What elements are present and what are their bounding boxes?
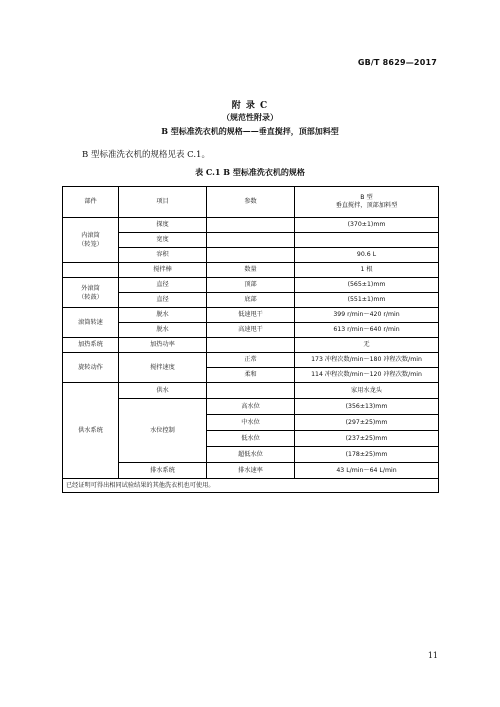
- table-header-row: [63, 187, 439, 218]
- table-row: [63, 463, 439, 479]
- cell-drum-speed: 滚筒转速: [63, 308, 119, 338]
- header-value-line1: B 型: [360, 194, 373, 201]
- cell-drain-rate: 排水速率: [207, 463, 295, 479]
- cell-empty: [207, 338, 295, 353]
- cell-empty: [207, 383, 295, 399]
- cell-bottom: 底部: [207, 293, 295, 308]
- table-caption: 表 C.1 B 型标准洗衣机的规格: [195, 167, 305, 177]
- cell-high-level-value: (356±13)mm: [295, 399, 439, 415]
- cell-agitator: 搅拌棒: [119, 263, 207, 278]
- cell-water-supply: 供水: [119, 383, 207, 399]
- table-row: [63, 353, 439, 368]
- cell-empty: [295, 233, 439, 248]
- table-row: [63, 308, 439, 323]
- appendix-nature: （规范性附录）: [222, 112, 278, 122]
- cell-drain-value: 43 L/min～64 L/min: [295, 463, 439, 479]
- cell-volume: 容积: [119, 248, 207, 263]
- table-row: [63, 338, 439, 353]
- cell-width: 宽度: [119, 233, 207, 248]
- header-param: 参数: [207, 187, 295, 218]
- table-row: [63, 383, 439, 399]
- cell-inner-drum: 内滚筒 （转笼）: [63, 218, 119, 263]
- table-row: [63, 233, 439, 248]
- table-row: [63, 218, 439, 233]
- cell-diameter: 直径: [119, 278, 207, 293]
- cell-depth: 探度: [119, 218, 207, 233]
- cell-high-spin-value: 613 r/min～640 r/min: [295, 323, 439, 338]
- cell-empty: [207, 233, 295, 248]
- cell-empty: [207, 248, 295, 263]
- table-row: [63, 278, 439, 293]
- cell-volume-value: 90.6 L: [295, 248, 439, 263]
- cell-spin: 脱水: [119, 323, 207, 338]
- table-row: [63, 323, 439, 338]
- header-item: 项目: [119, 187, 207, 218]
- table-row: [63, 293, 439, 308]
- table-row: [63, 248, 439, 263]
- cell-heating-system: 加热系统: [63, 338, 119, 353]
- cell-low-level-value: (237±25)mm: [295, 431, 439, 447]
- cell-outer-drum: 外滚筒 （转鼓）: [63, 278, 119, 308]
- header-part: 部件: [63, 187, 119, 218]
- cell-agitation-speed: 搅拌速度: [119, 353, 207, 383]
- cell-level-control: 水位控制: [119, 399, 207, 463]
- cell-heating-power: 加热功率: [119, 338, 207, 353]
- cell-rotation: 旋转动作: [63, 353, 119, 383]
- table-row: [63, 263, 439, 278]
- cell-diameter: 直径: [119, 293, 207, 308]
- cell-mid-level: 中水位: [207, 415, 295, 431]
- cell-empty: [207, 218, 295, 233]
- cell-top-value: (565±1)mm: [295, 278, 439, 293]
- header-value: [295, 187, 439, 218]
- cell-quantity: 数量: [207, 263, 295, 278]
- cell-heating-value: 无: [295, 338, 439, 353]
- cell-normal-value: 173 冲程次数/min～180 冲程次数/min: [295, 353, 439, 368]
- table-row: [63, 399, 439, 415]
- cell-water-supply-value: 家用水龙头: [295, 383, 439, 399]
- intro-text: B 型标准洗衣机的规格见表 C.1。: [82, 150, 210, 160]
- cell-top: 顶部: [207, 278, 295, 293]
- cell-bottom-value: (551±1)mm: [295, 293, 439, 308]
- spec-table: [62, 186, 439, 493]
- header-value-line2: 垂直搅拌，顶部加料型: [335, 202, 398, 209]
- cell-water-system: 供水系统: [63, 383, 119, 479]
- cell-drain-system: 排水系统: [119, 463, 207, 479]
- cell-low-spin-value: 399 r/min～420 r/min: [295, 308, 439, 323]
- cell-depth-value: (370±1)mm: [295, 218, 439, 233]
- cell-agitator-value: 1 根: [295, 263, 439, 278]
- cell-gentle-value: 114 冲程次数/min～120 冲程次数/min: [295, 368, 439, 383]
- cell-gentle: 柔和: [207, 368, 295, 383]
- cell-low-spin: 低速甩干: [207, 308, 295, 323]
- cell-xlow-level: 超低水位: [207, 447, 295, 463]
- cell-low-level: 低水位: [207, 431, 295, 447]
- table-footnote-row: [63, 479, 439, 493]
- page-number: 11: [427, 651, 438, 660]
- appendix-subtitle: B 型标准洗衣机的规格——垂直搅拌，顶部加料型: [161, 126, 339, 136]
- cell-empty: [63, 263, 119, 278]
- cell-normal: 正常: [207, 353, 295, 368]
- cell-mid-level-value: (297±25)mm: [295, 415, 439, 431]
- cell-spin: 脱水: [119, 308, 207, 323]
- cell-xlow-level-value: (178±25)mm: [295, 447, 439, 463]
- cell-high-level: 高水位: [207, 399, 295, 415]
- appendix-title: 附 录 C: [231, 101, 269, 111]
- standard-number: GB/T 8629—2017: [357, 58, 437, 67]
- cell-high-spin: 高速甩干: [207, 323, 295, 338]
- table-footnote: 已经证明可得出相同试验结果的其他洗衣机也可使用。: [63, 479, 439, 493]
